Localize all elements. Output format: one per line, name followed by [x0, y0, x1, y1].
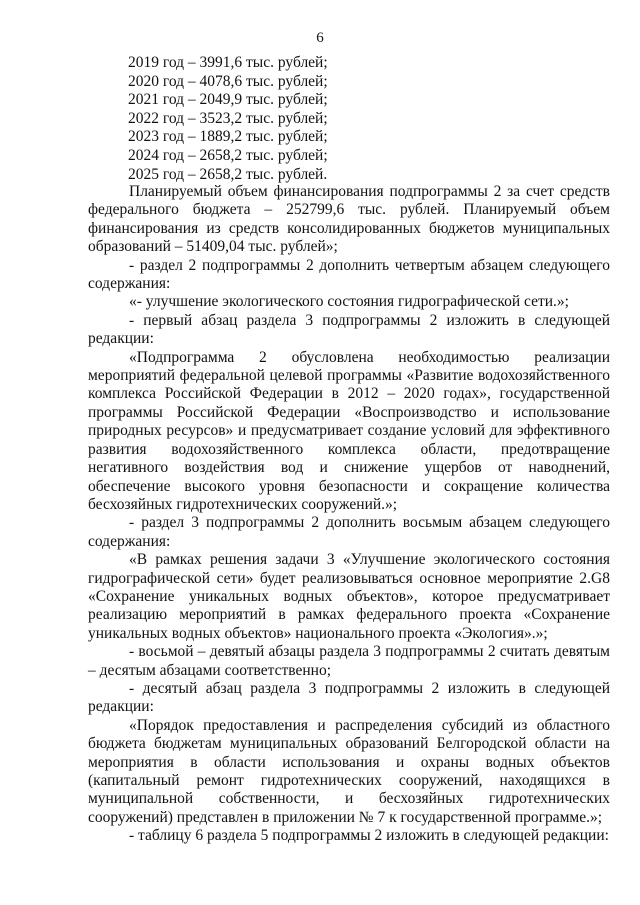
paragraph-quote-subprogram-2: «Подпрограмма 2 обусловлена необходимостью реализации мероприятий федеральной целевой программы «Развитие водохозяйственного комплекса Российской Федерации в 2012 – 2020 годах», государственной программы Российской Федерации «Воспроизводство и использование природных ресурсов» и предусматривает создание условий для эффективного развития водохозяйственного комплекса области, предотвращение негативного воздействия вод и снижение ущербов от наводнений, обеспечение высокого уровня безопасности и сокращение количества бесхозяйных гидротехнических сооружений.»;	[88, 348, 610, 513]
funding-year-line: 2022 год – 3523,2 тыс. рублей;	[128, 109, 328, 127]
paragraph-amend-section-3-first: - первый абзац раздела 3 подпрограммы 2 изложить в следующей редакции:	[88, 311, 610, 348]
funding-year-line: 2023 год – 1889,2 тыс. рублей;	[128, 128, 328, 146]
paragraph-federal-funding: Планируемый объем финансирования подпрограммы 2 за счет средств федерального бюджета – 252799,6 тыс. рублей. Планируемый объем финансирования из средств консолидированных бюджетов муниципальных образований – 51409,04 тыс. рублей»;	[88, 183, 610, 256]
funding-year-line: 2024 год – 2658,2 тыс. рублей;	[128, 146, 328, 164]
document-body	[88, 183, 610, 846]
paragraph-amend-section-3-eighth: - раздел 3 подпрограммы 2 дополнить восьмым абзацем следующего содержания:	[88, 514, 610, 550]
paragraph-quote-task-3: «В рамках решения задачи 3 «Улучшение экологического состояния гидрографической сети» будет реализовываться основное мероприятие 2.G8 «Сохранение уникальных водных объектов», которое предусматривает реализацию мероприятий в рамках федерального проекта «Сохранение уникальных водных объектов» национального проекта «Экология».»;	[88, 551, 610, 642]
funding-year-line: 2019 год – 3991,6 тыс. рублей;	[128, 54, 328, 71]
paragraph-amend-section-2: - раздел 2 подпрограммы 2 дополнить четвертым абзацем следующего содержания:	[88, 256, 610, 293]
paragraph-table-6: - таблицу 6 раздела 5 подпрограммы 2 изложить в следующей редакции:	[129, 827, 609, 845]
funding-year-line: 2025 год – 2658,2 тыс. рублей.	[128, 165, 328, 183]
funding-by-year-list	[128, 54, 328, 184]
funding-year-line: 2020 год – 4078,6 тыс. рублей;	[128, 72, 328, 90]
paragraph-renumber: - восьмой – девятый абзацы раздела 3 подпрограммы 2 считать девятым – десятым абзацами соответственно;	[88, 643, 610, 679]
paragraph-amend-section-3-tenth: - десятый абзац раздела 3 подпрограммы 2 изложить в следующей редакции:	[88, 679, 610, 716]
funding-year-line: 2021 год – 2049,9 тыс. рублей;	[128, 91, 328, 109]
page-number: 6	[316, 30, 324, 46]
paragraph-quote-ecology: «- улучшение экологического состояния гидрографической сети.»;	[129, 293, 569, 311]
paragraph-quote-subsidies: «Порядок предоставления и распределения субсидий из областного бюджета бюджетам муниципальных образований Белгородской области на мероприятия в области использования и охраны водных объектов (капитальный ремонт гидротехнических сооружений, находящихся в муниципальной собственности, и бесхозяйных гидротехнических сооружений) представлен в приложении № 7 к государственной программе.»;	[88, 716, 610, 826]
